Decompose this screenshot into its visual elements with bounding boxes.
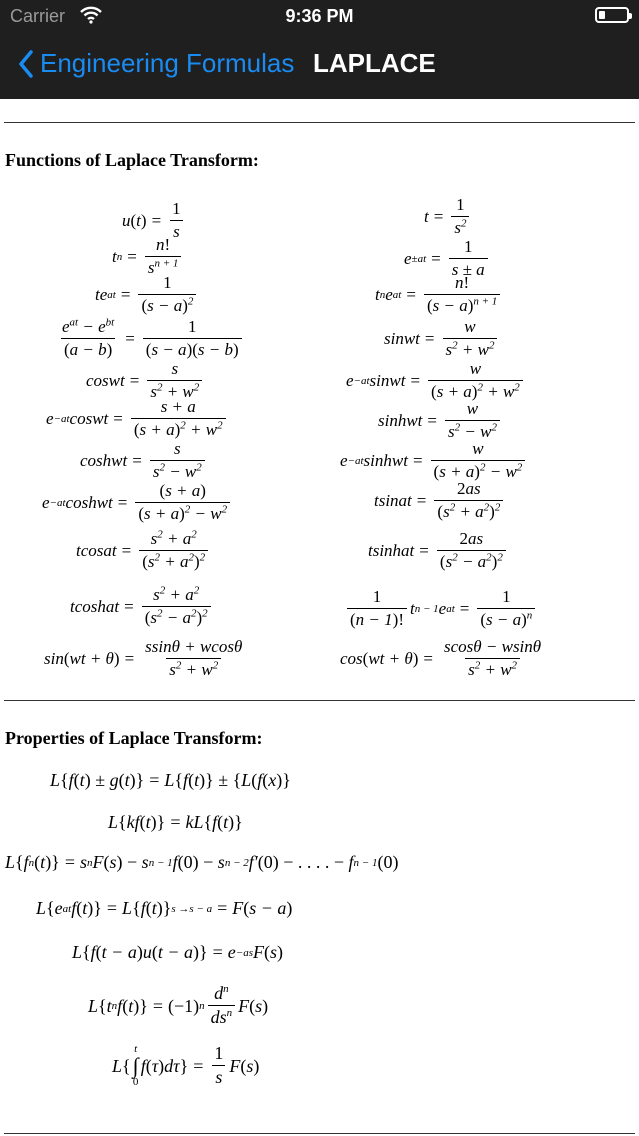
status-time: 9:36 PM — [285, 6, 354, 26]
formula-e-pm-at: e ±at = $\frac{1}{s \pm a}$ — [404, 238, 491, 280]
divider — [4, 700, 635, 701]
formula-tsinhat: tsinhat = $\frac{2as}{(s^2 - a^2)^2}$ — [368, 530, 509, 572]
formula-tn: t n = $\frac{n!}{s^{n + 1}}$ — [112, 236, 184, 278]
formula-sinhwt: sinhwt = $\frac{w}{s^2 - w^2}$ — [378, 400, 503, 442]
navigation-bar — [0, 34, 639, 99]
formula-tcoshat: tcoshat = $\frac{s^2 + a^2}{(s^2 - a^2)^2}$ — [70, 586, 214, 628]
header — [0, 0, 639, 99]
property-integral: L { t ∫ 0 f ( τ ) dτ } = $\frac{1}{s}$ F ( s ) — [112, 1043, 260, 1089]
formula-tn-eat: t n e at = $\frac{n!}{(s - a)^{n + 1}}$ — [375, 274, 503, 316]
back-button-label: Engineering Formulas — [40, 48, 295, 78]
formula-teat: te at = $\frac{1}{(s - a)^2}$ — [95, 274, 199, 316]
formula-e-at-sinwt: e −at sinwt = $\frac{w}{(s + a)^2 + w^2}$ — [346, 360, 526, 402]
formula-e-at-coswt: e −at coswt = $\frac{s + a}{(s + a)^2 + w^2}$ — [46, 398, 229, 440]
page-title: LAPLACE — [313, 48, 436, 78]
battery-icon — [595, 7, 629, 23]
formula-sinwt: sinwt = $\frac{w}{s^2 + w^2}$ — [384, 318, 500, 360]
property-derivative: L { f n ( t )} = s n F ( s ) − s n − 1 f (0) − s n − 2 f′ (0) − . . . . − f n − 1 (0) — [5, 852, 399, 872]
formula-cos-wt-theta: cos ( wt + θ ) = $\frac{scos\theta - wsin\theta}{s^2 + w^2}$ — [340, 637, 542, 679]
formula-tn-1-eat: $\frac{1}{(n - 1)!}$ t n − 1 e at = $\frac{1}{(s - a)^n}$ — [344, 588, 538, 630]
divider — [4, 1133, 635, 1134]
formula-eat-ebt: $\frac{e^{at} - e^{bt}}{(a - b)}$ = $\frac{1}{(s - a)(s - b)}$ — [56, 318, 245, 360]
formula-coshwt: coshwt = $\frac{s}{s^2 - w^2}$ — [80, 440, 208, 482]
divider — [4, 122, 635, 123]
property-linearity: L { f ( t ) ± g ( t )} = L { f ( t )} ± { L ( f ( x )} — [50, 770, 291, 790]
carrier-label: Carrier — [10, 6, 66, 26]
functions-heading: Functions of Laplace Transform: — [5, 150, 259, 170]
formula-tsinat: tsinat = $\frac{2as}{(s^2 + a^2)^2}$ — [374, 480, 506, 522]
formula-t: t = $\frac{1}{s^2}$ — [424, 196, 472, 238]
properties-heading: Properties of Laplace Transform: — [5, 728, 263, 748]
back-button[interactable] — [18, 48, 294, 79]
property-scaling: L { kf ( t )} = kL { f ( t )} — [108, 812, 243, 832]
formula-tcosat: tcosat = $\frac{s^2 + a^2}{(s^2 + a^2)^2}$ — [76, 530, 211, 572]
formula-step: u ( t ) = $\frac{1}{s}$ — [122, 200, 187, 242]
property-time-shift: L { f ( t − a ) u ( t − a )} = e −as F ( s ) — [72, 942, 284, 962]
formula-e-at-sinhwt: e −at sinhwt = $\frac{w}{(s + a)^2 - w^2}$ — [340, 440, 528, 482]
status-bar — [0, 0, 639, 34]
property-shift: L { e at f ( t )} = L { f ( t )} s →s − a = F ( s − a ) — [36, 898, 293, 918]
property-multiply-tn: L { t n f ( t )} = (−1) n $\frac{d^n}{ds^n}$ F ( s ) — [88, 983, 269, 1027]
formula-coswt: coswt = $\frac{s}{s^2 + w^2}$ — [86, 360, 205, 402]
formula-e-at-coshwt: e −at coshwt = $\frac{(s + a)}{(s + a)^2 - w^2}$ — [42, 482, 233, 524]
chevron-left-icon — [18, 50, 34, 78]
formula-sin-wt-theta: sin ( wt + θ ) = $\frac{ssin\theta + wcos\theta}{s^2 + w^2}$ — [44, 637, 243, 679]
